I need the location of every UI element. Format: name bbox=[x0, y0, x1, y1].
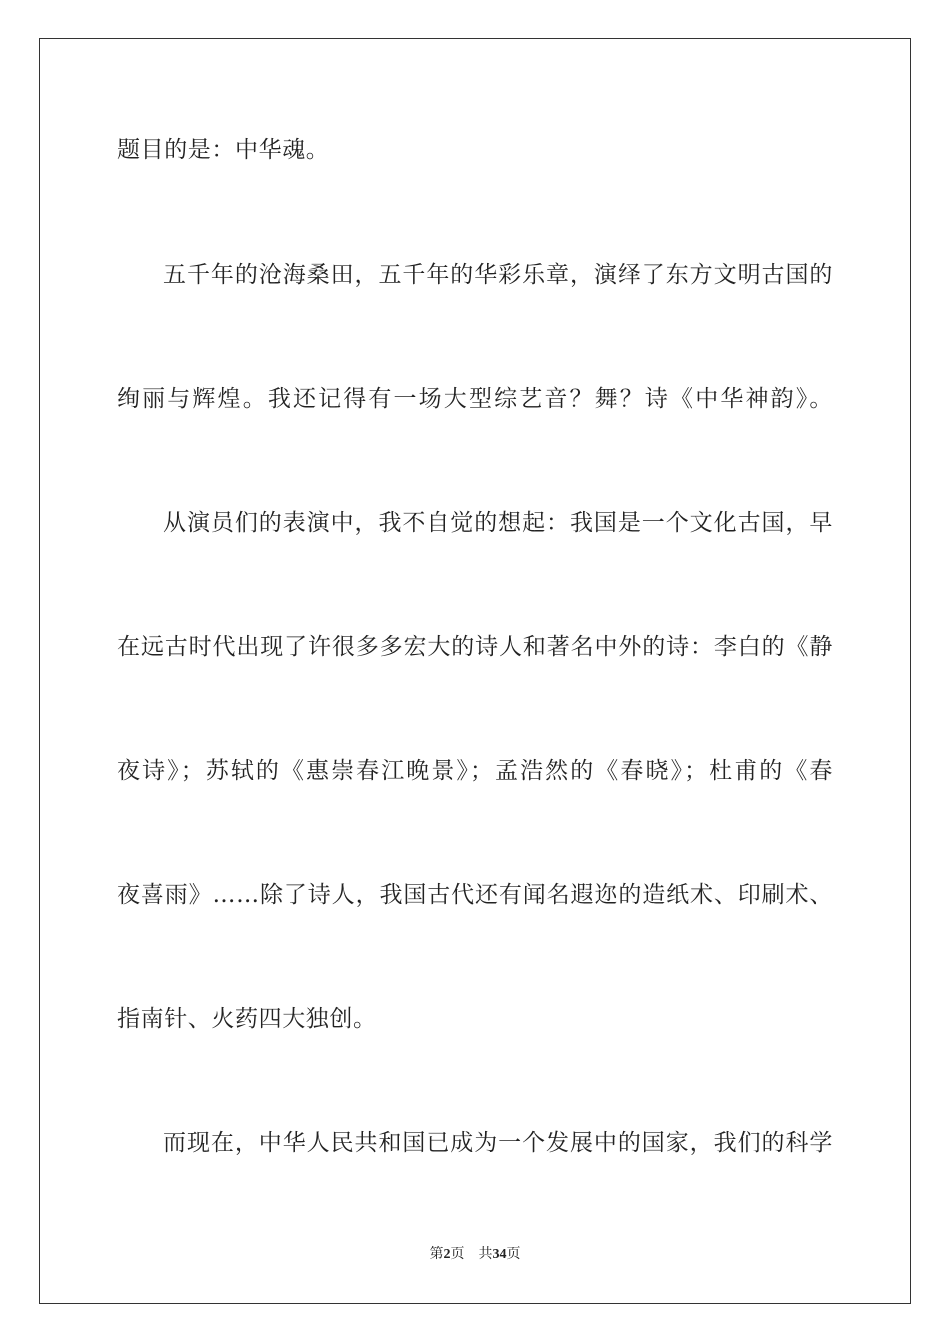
text-line-5: 在远古时代出现了许很多多宏大的诗人和著名中外的诗：李白的《静 bbox=[117, 634, 833, 660]
text-line-2: 五千年的沧海桑田，五千年的华彩乐章，演绎了东方文明古国的 bbox=[163, 262, 833, 288]
text-line-4: 从演员们的表演中，我不自觉的想起：我国是一个文化古国，早 bbox=[163, 510, 833, 536]
text-line-1: 题目的是：中华魂。 bbox=[117, 137, 330, 163]
total-prefix: 共 bbox=[478, 1247, 493, 1262]
text-line-9: 而现在，中华人民共和国已成为一个发展中的国家，我们的科学 bbox=[163, 1130, 833, 1156]
total-suffix: 页 bbox=[506, 1247, 521, 1262]
page-number: 2 bbox=[443, 1247, 451, 1262]
page-border bbox=[39, 38, 911, 1304]
total-pages: 34 bbox=[492, 1247, 507, 1262]
text-line-6: 夜诗》；苏轼的《惠崇春江晚景》；孟浩然的《春晓》；杜甫的《春 bbox=[117, 758, 833, 784]
text-line-8: 指南针、火药四大独创。 bbox=[117, 1006, 377, 1032]
page-suffix: 页 bbox=[450, 1247, 465, 1262]
page-prefix: 第 bbox=[429, 1247, 444, 1262]
page-footer bbox=[0, 1246, 950, 1264]
text-line-3: 绚丽与辉煌。我还记得有一场大型综艺音？舞？诗《中华神韵》。 bbox=[117, 386, 833, 412]
text-line-7: 夜喜雨》……除了诗人，我国古代还有闻名遐迩的造纸术、印刷术、 bbox=[117, 882, 833, 908]
